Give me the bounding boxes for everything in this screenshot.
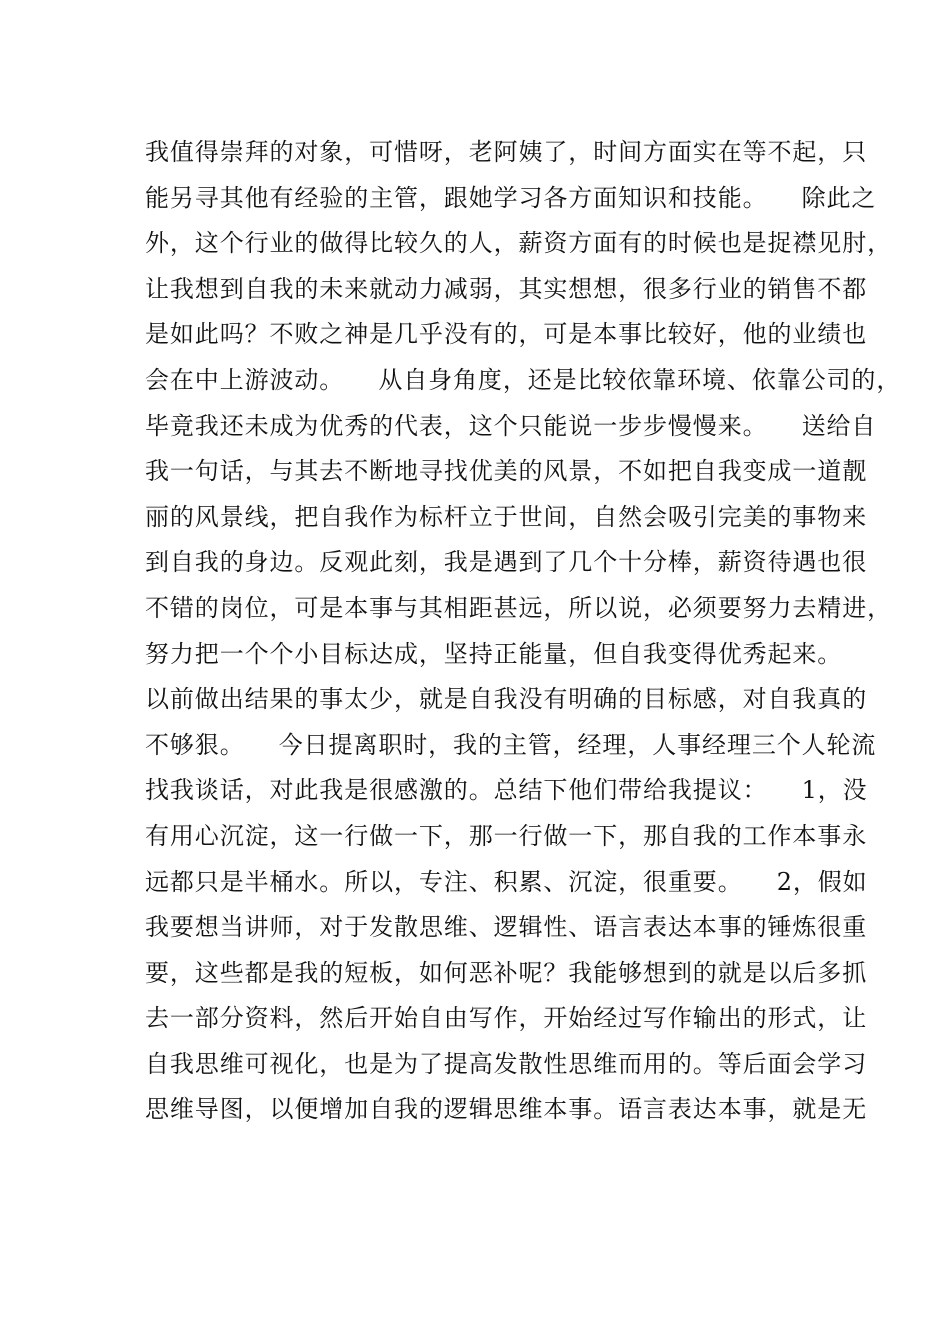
text-line: 去一部分资料，然后开始自由写作，开始经过写作输出的形式，让 xyxy=(145,1004,868,1033)
text-line: 远都只是半桶水。所以，专注、积累、沉淀，很重要。 2，假如 xyxy=(145,867,868,896)
text-line: 思维导图，以便增加自我的逻辑思维本事。语言表达本事，就是无 xyxy=(145,1095,868,1124)
text-line: 有用心沉淀，这一行做一下，那一行做一下，那自我的工作本事永 xyxy=(145,821,868,850)
text-line: 丽的风景线，把自我作为标杆立于世间，自然会吸引完美的事物来 xyxy=(145,502,868,531)
text-line: 自我思维可视化，也是为了提高发散性思维而用的。等后面会学习 xyxy=(145,1049,868,1078)
text-line: 让我想到自我的未来就动力减弱，其实想想，很多行业的销售不都 xyxy=(145,274,868,303)
text-line: 不够狠。 今日提离职时，我的主管，经理，人事经理三个人轮流 xyxy=(145,730,877,759)
text-line: 我一句话，与其去不断地寻找优美的风景，不如把自我变成一道靓 xyxy=(145,457,868,486)
text-line: 要，这些都是我的短板，如何恶补呢？我能够想到的就是以后多抓 xyxy=(145,958,868,987)
text-line: 找我谈话，对此我是很感激的。总结下他们带给我提议： 1，没 xyxy=(145,776,868,805)
text-line: 毕竟我还未成为优秀的代表，这个只能说一步步慢慢来。 送给自 xyxy=(145,411,877,440)
text-line: 能另寻其他有经验的主管，跟她学习各方面知识和技能。 除此之 xyxy=(145,183,877,212)
text-line: 以前做出结果的事太少，就是自我没有明确的目标感，对自我真的 xyxy=(145,685,868,714)
body-text xyxy=(145,130,902,1133)
text-line: 不错的岗位，可是本事与其相距甚远，所以说，必须要努力去精进， xyxy=(145,593,892,622)
text-line: 会在中上游波动。 从自身角度，还是比较依靠环境、依靠公司的， xyxy=(145,365,902,394)
text-line: 是如此吗？不败之神是几乎没有的，可是本事比较好，他的业绩也 xyxy=(145,320,868,349)
text-line: 我要想当讲师，对于发散思维、逻辑性、语言表达本事的锤炼很重 xyxy=(145,913,868,942)
text-line: 外，这个行业的做得比较久的人，薪资方面有的时候也是捉襟见肘， xyxy=(145,229,892,258)
text-line: 我值得崇拜的对象，可惜呀，老阿姨了，时间方面实在等不起，只 xyxy=(145,138,868,166)
text-line: 努力把一个个小目标达成，坚持正能量，但自我变得优秀起来。 xyxy=(145,639,843,668)
text-line: 到自我的身边。反观此刻，我是遇到了几个十分棒，薪资待遇也很 xyxy=(145,548,868,577)
